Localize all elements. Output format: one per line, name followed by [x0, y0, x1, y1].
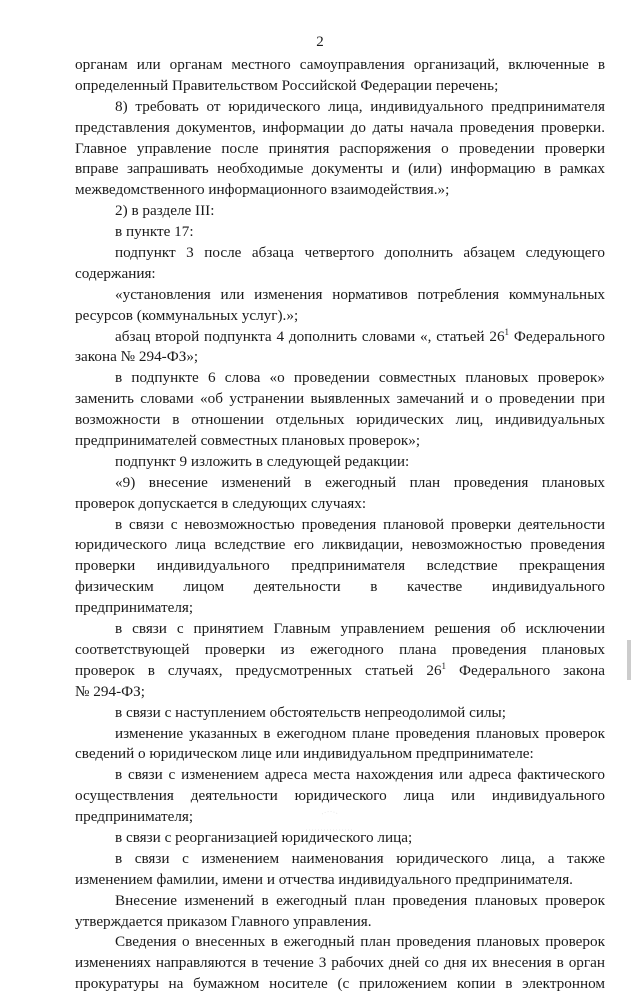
text-line: ресурсов (коммунальных услуг).»;	[75, 306, 299, 324]
text-line: в связи с невозможностью проведения плановой проверки деятельности	[115, 515, 605, 533]
text-line: закона № 294-ФЗ»;	[75, 348, 199, 366]
text-line: физическим лицом деятельности в качестве индивидуального	[75, 578, 605, 596]
text-line: вправе запрашивать необходимые документы и (или) информацию в рамках	[75, 160, 605, 178]
text-line: в связи с изменением наименования юридического лица, а также	[115, 849, 605, 867]
text-line: № 294-ФЗ;	[75, 682, 145, 700]
text-line: в связи с принятием Главным управлением решения об исключении	[115, 620, 605, 638]
text-line: изменением фамилии, имени и отчества индивидуального предпринимателя.	[75, 870, 573, 888]
text-line: содержания:	[75, 264, 156, 282]
text-fragment: Федерального закона	[446, 661, 605, 679]
text-line: 8) требовать от юридического лица, индивидуального предпринимателя	[115, 97, 605, 115]
text-line: прокуратуры на бумажном носителе (с приложением копии в электронном	[75, 975, 605, 993]
text-line: в подпункте 6 слова «о проведении совместных плановых проверок»	[115, 369, 605, 387]
text-line: проверок допускается в следующих случаях:	[75, 494, 367, 512]
text-line: утверждается приказом Главного управления.	[75, 912, 372, 930]
text-line: изменениях направляются в течение 3 рабочих дней со дня их внесения в орган	[75, 954, 605, 972]
document-body	[75, 55, 605, 995]
text-line: Сведения о внесенных в ежегодный план проведения плановых проверок	[115, 933, 605, 951]
text-line: сведений о юридическом лице или индивидуальном предпринимателе:	[75, 745, 534, 763]
text-line: «установления или изменения нормативов потребления коммунальных	[115, 285, 605, 303]
text-line: «9) внесение изменений в ежегодный план проведения плановых	[115, 473, 605, 491]
text-fragment: проверок в случаях, предусмотренных статьей 26	[75, 661, 442, 679]
text-fragment: абзац второй подпункта 4 дополнить словами «, статьей 26	[115, 327, 505, 345]
superscript: 1	[504, 326, 510, 337]
page-number: 2	[316, 34, 324, 50]
text-fragment: Федерального	[509, 327, 605, 345]
text-line: предпринимателя;	[75, 599, 194, 617]
text-line: в связи с наступлением обстоятельств непреодолимой силы;	[115, 703, 506, 721]
text-line: подпункт 9 изложить в следующей редакции:	[115, 452, 410, 470]
text-line: Внесение изменений в ежегодный план проведения плановых проверок	[115, 891, 605, 909]
text-line: подпункт 3 после абзаца четвертого дополнить абзацем следующего	[115, 244, 605, 262]
text-line: изменение указанных в ежегодном плане проведения плановых проверок	[115, 724, 605, 742]
text-line: межведомственного информационного взаимодействия.»;	[75, 181, 450, 199]
text-line: проверки индивидуального предпринимателя вследствие прекращения	[75, 557, 605, 575]
text-line: определенный Правительством Российской Федерации перечень;	[75, 76, 499, 94]
text-line: Главное управление после принятия распоряжения о проведении проверки	[75, 139, 605, 157]
text-line: в связи с изменением адреса места нахождения или адреса фактического	[115, 766, 605, 784]
text-line: юридического лица вследствие его ликвидации, невозможностью проведения	[75, 536, 605, 554]
text-line: возможности в отношении отдельных юридических лиц, индивидуальных	[75, 411, 605, 429]
text-line: представления документов, информации до даты начала проведения проверки.	[75, 118, 605, 136]
text-line	[75, 661, 605, 682]
text-line: осуществления деятельности юридического лица или индивидуального	[75, 787, 605, 805]
text-line: в пункте 17:	[115, 223, 194, 241]
text-line: 2) в разделе III:	[115, 202, 215, 220]
faint-stamp-mark	[300, 808, 360, 842]
text-line: предпринимателя;	[75, 808, 194, 826]
superscript: 1	[441, 660, 447, 671]
text-line: заменить словами «об устранении выявленных замечаний и о проведении при	[75, 390, 605, 408]
text-line	[75, 327, 605, 348]
text-line: соответствующей проверки из ежегодного плана проведения плановых	[75, 640, 605, 658]
text-line: предпринимателей совместных плановых проверок»;	[75, 432, 421, 450]
scan-margin-mark	[627, 640, 631, 680]
text-line: органам или органам местного самоуправления организаций, включенные в	[75, 56, 605, 73]
text-line: в связи с реорганизацией юридического лица;	[115, 828, 413, 846]
